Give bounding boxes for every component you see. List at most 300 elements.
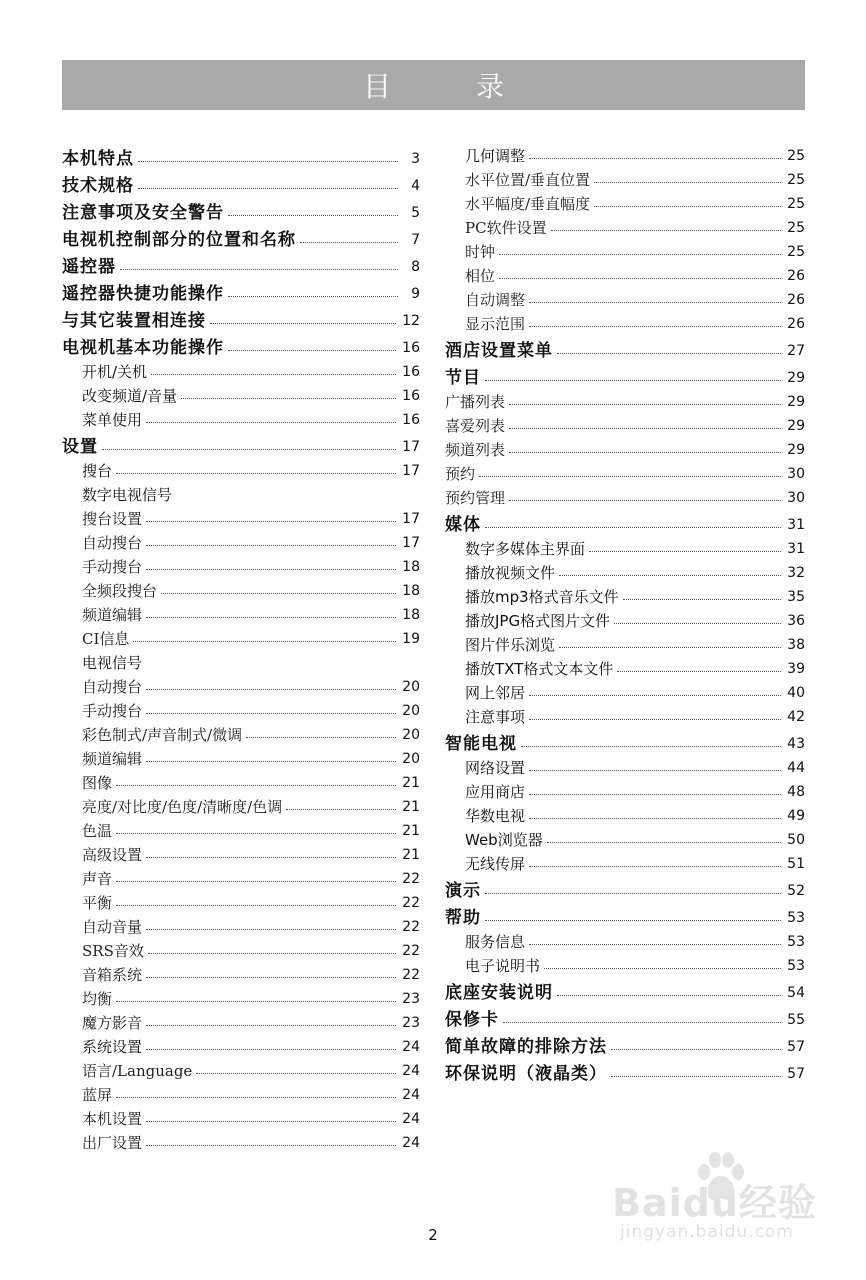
- toc-dot-leader: [557, 995, 781, 996]
- toc-entry-page: 24: [402, 1135, 420, 1151]
- toc-left-column: [62, 141, 420, 1152]
- toc-entry[interactable]: [62, 1056, 420, 1080]
- toc-entry[interactable]: [62, 864, 420, 888]
- toc-entry[interactable]: [445, 900, 805, 927]
- toc-entry-label: 酒店设置菜单: [445, 341, 553, 361]
- toc-entry[interactable]: [445, 333, 805, 360]
- toc-entry-page: 44: [787, 760, 805, 776]
- toc-dot-leader: [300, 242, 398, 243]
- toc-entry-label: 时钟: [465, 243, 496, 261]
- toc-entry-page: 21: [402, 799, 420, 815]
- toc-entry[interactable]: [62, 960, 420, 984]
- toc-entry-page: 40: [787, 685, 805, 701]
- toc-entry[interactable]: [62, 195, 420, 222]
- toc-entry-page: 16: [402, 412, 420, 428]
- toc-entry-page: 18: [402, 559, 420, 575]
- toc-dot-leader: [116, 833, 396, 834]
- toc-entry-page: 20: [402, 679, 420, 695]
- toc-entry[interactable]: [445, 777, 805, 801]
- toc-entry-label: 图像: [82, 774, 113, 792]
- toc-entry[interactable]: [62, 648, 420, 672]
- toc-entry-page: 25: [787, 196, 805, 212]
- toc-entry-label: 数字电视信号: [82, 486, 173, 504]
- toc-entry[interactable]: [62, 744, 420, 768]
- toc-dot-leader: [529, 944, 781, 945]
- toc-entry[interactable]: [445, 606, 805, 630]
- toc-dot-leader: [499, 254, 781, 255]
- toc-entry[interactable]: [62, 405, 420, 429]
- toc-entry-label: 数字多媒体主界面: [465, 540, 586, 558]
- toc-entry-label: 智能电视: [445, 734, 517, 754]
- toc-right-column: [445, 141, 805, 1083]
- toc-entry-label: 电视机基本功能操作: [62, 338, 224, 358]
- toc-entry[interactable]: [62, 357, 420, 381]
- toc-entry-label: 亮度/对比度/色度/清晰度/色调: [82, 798, 283, 816]
- toc-entry-page: 17: [402, 463, 420, 479]
- toc-entry[interactable]: [62, 624, 420, 648]
- watermark-logo: Baidu经验: [612, 1181, 817, 1225]
- toc-entry[interactable]: [445, 411, 805, 435]
- toc-entry[interactable]: [62, 576, 420, 600]
- toc-entry-page: 26: [787, 292, 805, 308]
- toc-entry-page: 20: [402, 751, 420, 767]
- toc-dot-leader: [116, 881, 396, 882]
- toc-entry-page: 26: [787, 268, 805, 284]
- toc-entry-label: 改变频道/音量: [82, 387, 178, 405]
- toc-entry-page: 17: [402, 511, 420, 527]
- toc-dot-leader: [529, 794, 781, 795]
- toc-entry-label: CI信息: [82, 630, 130, 648]
- toc-entry-label: 手动搜台: [82, 702, 143, 720]
- watermark-url: jingyan.baidu.com: [620, 1222, 794, 1242]
- toc-dot-leader: [594, 206, 781, 207]
- toc-entry[interactable]: [62, 168, 420, 195]
- toc-entry-page: 17: [402, 439, 420, 455]
- toc-entry[interactable]: [62, 936, 420, 960]
- toc-dot-leader: [485, 893, 781, 894]
- toc-dot-leader: [529, 695, 781, 696]
- toc-dot-leader: [611, 1049, 781, 1050]
- toc-dot-leader: [181, 398, 396, 399]
- toc-entry-label: 演示: [445, 881, 481, 901]
- toc-dot-leader: [509, 428, 781, 429]
- toc-entry[interactable]: [445, 237, 805, 261]
- toc-entry[interactable]: [62, 1080, 420, 1104]
- toc-dot-leader: [116, 1001, 396, 1002]
- toc-dot-leader: [148, 953, 396, 954]
- toc-entry[interactable]: [445, 309, 805, 333]
- toc-entry[interactable]: [62, 840, 420, 864]
- toc-entry-label: 菜单使用: [82, 411, 143, 429]
- toc-entry-label: 自动音量: [82, 918, 143, 936]
- toc-entry-page: 32: [787, 565, 805, 581]
- toc-entry-page: 19: [402, 631, 420, 647]
- toc-entry-page: 8: [411, 259, 420, 275]
- toc-entry-page: 21: [402, 775, 420, 791]
- toc-entry-label: 自动搜台: [82, 534, 143, 552]
- toc-entry-page: 29: [787, 418, 805, 434]
- toc-entry[interactable]: [62, 528, 420, 552]
- toc-entry-label: 水平位置/垂直位置: [465, 171, 591, 189]
- toc-entry-page: 4: [411, 178, 420, 194]
- toc-entry-label: 水平幅度/垂直幅度: [465, 195, 591, 213]
- toc-dot-leader: [116, 785, 396, 786]
- toc-dot-leader: [116, 905, 396, 906]
- toc-dot-leader: [228, 350, 396, 351]
- toc-entry-page: 55: [787, 1012, 805, 1028]
- toc-entry-page: 22: [402, 967, 420, 983]
- toc-entry-label: 底座安装说明: [445, 983, 553, 1003]
- toc-entry[interactable]: [445, 435, 805, 459]
- toc-entry[interactable]: [62, 792, 420, 816]
- toc-entry-label: 环保说明（液晶类）: [445, 1064, 607, 1084]
- toc-entry[interactable]: [62, 672, 420, 696]
- toc-entry-page: 12: [402, 313, 420, 329]
- toc-dot-leader: [529, 302, 781, 303]
- toc-entry[interactable]: [62, 303, 420, 330]
- toc-entry-label: 无线传屏: [465, 855, 526, 873]
- toc-entry[interactable]: [62, 1104, 420, 1128]
- toc-dot-leader: [146, 1025, 396, 1026]
- toc-entry-label: 保修卡: [445, 1010, 499, 1030]
- toc-entry-page: 53: [787, 958, 805, 974]
- toc-entry-page: 17: [402, 535, 420, 551]
- toc-entry-label: 遥控器快捷功能操作: [62, 284, 224, 304]
- toc-header-bar: [62, 60, 805, 110]
- toc-dot-leader: [559, 575, 781, 576]
- toc-entry-label: 电子说明书: [465, 957, 541, 975]
- toc-entry[interactable]: [445, 927, 805, 951]
- toc-entry-label: 搜台: [82, 462, 113, 480]
- toc-entry-page: 21: [402, 823, 420, 839]
- toc-dot-leader: [557, 353, 781, 354]
- toc-entry-label: 本机特点: [62, 149, 134, 169]
- toc-entry[interactable]: [62, 1032, 420, 1056]
- toc-entry-label: 频道编辑: [82, 606, 143, 624]
- toc-entry-page: 20: [402, 727, 420, 743]
- toc-dot-leader: [161, 593, 396, 594]
- toc-entry-label: 设置: [62, 437, 98, 457]
- toc-entry-label: 图片伴乐浏览: [465, 636, 556, 654]
- toc-entry-label: 手动搜台: [82, 558, 143, 576]
- toc-dot-leader: [286, 809, 396, 810]
- toc-dot-leader: [589, 551, 781, 552]
- toc-dot-leader: [529, 326, 781, 327]
- toc-dot-leader: [551, 230, 782, 231]
- toc-entry[interactable]: [445, 213, 805, 237]
- toc-dot-leader: [196, 1073, 396, 1074]
- toc-entry[interactable]: [445, 873, 805, 900]
- toc-dot-leader: [529, 158, 781, 159]
- toc-entry-label: 色温: [82, 822, 113, 840]
- toc-entry-page: 25: [787, 148, 805, 164]
- toc-entry[interactable]: [445, 558, 805, 582]
- toc-entry-label: 注意事项及安全警告: [62, 203, 224, 223]
- toc-entry[interactable]: [445, 753, 805, 777]
- toc-dot-leader: [102, 449, 396, 450]
- toc-dot-leader: [146, 569, 396, 570]
- toc-entry-page: 25: [787, 220, 805, 236]
- toc-entry-label: 应用商店: [465, 783, 526, 801]
- toc-entry-page: 30: [787, 466, 805, 482]
- toc-entry-label: 媒体: [445, 515, 481, 535]
- toc-dot-leader: [116, 1097, 396, 1098]
- toc-entry[interactable]: [445, 726, 805, 753]
- toc-dot-leader: [146, 761, 396, 762]
- toc-entry[interactable]: [445, 141, 805, 165]
- toc-dot-leader: [133, 641, 396, 642]
- toc-entry-label: 播放mp3格式音乐文件: [465, 588, 619, 606]
- toc-entry-label: 语言/Language: [82, 1062, 193, 1080]
- toc-entry-label: 开机/关机: [82, 363, 148, 381]
- toc-dot-leader: [146, 617, 396, 618]
- toc-entry[interactable]: [62, 456, 420, 480]
- toc-entry[interactable]: [62, 249, 420, 276]
- toc-dot-leader: [146, 521, 396, 522]
- toc-entry[interactable]: [62, 429, 420, 456]
- toc-entry-page: 16: [402, 364, 420, 380]
- toc-entry[interactable]: [445, 165, 805, 189]
- toc-dot-leader: [146, 1121, 396, 1122]
- toc-entry-label: 播放TXT格式文本文件: [465, 660, 614, 678]
- toc-entry[interactable]: [445, 801, 805, 825]
- toc-entry[interactable]: [62, 816, 420, 840]
- toc-entry-label: 音箱系统: [82, 966, 143, 984]
- toc-entry[interactable]: [445, 849, 805, 873]
- toc-entry-page: 25: [787, 172, 805, 188]
- toc-entry-label: 电视信号: [82, 654, 143, 672]
- toc-entry-page: 24: [402, 1039, 420, 1055]
- toc-entry-page: 18: [402, 607, 420, 623]
- toc-entry-page: 29: [787, 442, 805, 458]
- toc-entry[interactable]: [445, 1002, 805, 1029]
- toc-dot-leader: [559, 647, 781, 648]
- toc-dot-leader: [146, 1145, 396, 1146]
- toc-entry-label: 与其它装置相连接: [62, 311, 206, 331]
- toc-entry-page: 39: [787, 661, 805, 677]
- toc-dot-leader: [614, 623, 781, 624]
- toc-entry[interactable]: [62, 381, 420, 405]
- toc-entry[interactable]: [62, 276, 420, 303]
- toc-entry[interactable]: [62, 984, 420, 1008]
- toc-entry-label: 全频段搜台: [82, 582, 158, 600]
- toc-entry-page: 27: [787, 343, 805, 359]
- toc-entry[interactable]: [62, 600, 420, 624]
- toc-entry-page: 16: [402, 340, 420, 356]
- toc-dot-leader: [485, 527, 781, 528]
- toc-dot-leader: [138, 188, 398, 189]
- toc-entry[interactable]: [445, 975, 805, 1002]
- toc-entry-page: 18: [402, 583, 420, 599]
- toc-dot-leader: [120, 269, 398, 270]
- toc-dot-leader: [521, 746, 781, 747]
- toc-entry-page: 42: [787, 709, 805, 725]
- toc-entry-page: 57: [787, 1066, 805, 1082]
- toc-entry-page: 29: [787, 394, 805, 410]
- toc-entry[interactable]: [445, 825, 805, 849]
- toc-entry-page: 31: [787, 541, 805, 557]
- toc-dot-leader: [146, 689, 396, 690]
- toc-entry-label: 几何调整: [465, 147, 526, 165]
- toc-entry-label: 网上邻居: [465, 684, 526, 702]
- toc-entry[interactable]: [62, 720, 420, 744]
- toc-entry[interactable]: [445, 360, 805, 387]
- toc-entry-page: 20: [402, 703, 420, 719]
- toc-entry[interactable]: [445, 285, 805, 309]
- toc-entry[interactable]: [62, 330, 420, 357]
- toc-entry[interactable]: [62, 552, 420, 576]
- toc-entry-page: 22: [402, 919, 420, 935]
- toc-entry-page: 16: [402, 388, 420, 404]
- toc-entry[interactable]: [445, 483, 805, 507]
- toc-entry-label: 技术规格: [62, 176, 134, 196]
- toc-entry-page: 3: [411, 151, 420, 167]
- toc-entry-page: 22: [402, 895, 420, 911]
- toc-entry-page: 38: [787, 637, 805, 653]
- toc-entry-label: 平衡: [82, 894, 113, 912]
- toc-entry-page: 23: [402, 991, 420, 1007]
- toc-entry[interactable]: [62, 141, 420, 168]
- toc-entry-page: 48: [787, 784, 805, 800]
- toc-entry-label: 自动调整: [465, 291, 526, 309]
- toc-entry-label: 魔方影音: [82, 1014, 143, 1032]
- toc-entry-page: 26: [787, 316, 805, 332]
- toc-entry[interactable]: [445, 678, 805, 702]
- toc-entry-page: 53: [787, 934, 805, 950]
- toc-entry[interactable]: [445, 1029, 805, 1056]
- toc-entry[interactable]: [62, 768, 420, 792]
- toc-entry-label: 帮助: [445, 908, 481, 928]
- toc-entry[interactable]: [445, 534, 805, 558]
- toc-entry-page: 35: [787, 589, 805, 605]
- toc-entry-page: 5: [411, 205, 420, 221]
- toc-dot-leader: [544, 968, 781, 969]
- toc-entry[interactable]: [445, 459, 805, 483]
- toc-dot-leader: [116, 473, 396, 474]
- toc-entry[interactable]: [62, 888, 420, 912]
- toc-entry-label: 预约: [445, 465, 476, 483]
- toc-dot-leader: [210, 323, 396, 324]
- toc-entry-label: 预约管理: [445, 489, 506, 507]
- toc-entry[interactable]: [445, 582, 805, 606]
- toc-entry-label: 节目: [445, 368, 481, 388]
- toc-dot-leader: [146, 929, 396, 930]
- toc-entry-page: 50: [787, 832, 805, 848]
- toc-entry-label: 本机设置: [82, 1110, 143, 1128]
- toc-entry[interactable]: [62, 222, 420, 249]
- toc-entry-page: 24: [402, 1063, 420, 1079]
- toc-dot-leader: [485, 920, 781, 921]
- toc-entry[interactable]: [445, 189, 805, 213]
- toc-dot-leader: [499, 278, 781, 279]
- toc-dot-leader: [509, 404, 781, 405]
- toc-dot-leader: [146, 1049, 396, 1050]
- toc-dot-leader: [479, 476, 781, 477]
- toc-dot-leader: [228, 215, 398, 216]
- toc-entry-label: 系统设置: [82, 1038, 143, 1056]
- toc-entry-page: 51: [787, 856, 805, 872]
- toc-entry-label: 网络设置: [465, 759, 526, 777]
- toc-entry-page: 22: [402, 943, 420, 959]
- toc-entry-label: 频道编辑: [82, 750, 143, 768]
- toc-entry[interactable]: [62, 1128, 420, 1152]
- toc-entry-label: 均衡: [82, 990, 113, 1008]
- toc-entry-page: 25: [787, 244, 805, 260]
- toc-entry-label: 出厂设置: [82, 1134, 143, 1152]
- toc-entry[interactable]: [445, 1056, 805, 1083]
- toc-entry[interactable]: [62, 504, 420, 528]
- toc-entry-page: 43: [787, 736, 805, 752]
- toc-entry-label: 电视机控制部分的位置和名称: [62, 230, 296, 250]
- toc-dot-leader: [503, 1022, 781, 1023]
- toc-entry-label: 蓝屏: [82, 1086, 113, 1104]
- toc-entry-page: 24: [402, 1087, 420, 1103]
- toc-entry-page: 22: [402, 871, 420, 887]
- toc-entry[interactable]: [445, 630, 805, 654]
- toc-entry-label: 华数电视: [465, 807, 526, 825]
- toc-entry[interactable]: [62, 912, 420, 936]
- page-title: 目 录: [363, 70, 542, 103]
- toc-entry[interactable]: [62, 1008, 420, 1032]
- toc-entry-label: 相位: [465, 267, 496, 285]
- toc-dot-leader: [146, 977, 396, 978]
- toc-entry-page: 24: [402, 1111, 420, 1127]
- toc-entry-label: 服务信息: [465, 933, 526, 951]
- toc-entry-page: 30: [787, 490, 805, 506]
- toc-entry[interactable]: [62, 696, 420, 720]
- toc-entry-label: 彩色制式/声音制式/微调: [82, 726, 243, 744]
- page-number: 2: [428, 1226, 438, 1244]
- toc-entry-label: 高级设置: [82, 846, 143, 864]
- toc-dot-leader: [146, 545, 396, 546]
- toc-dot-leader: [228, 296, 398, 297]
- toc-entry[interactable]: [445, 951, 805, 975]
- toc-dot-leader: [529, 866, 781, 867]
- toc-dot-leader: [509, 500, 781, 501]
- toc-entry-label: 自动搜台: [82, 678, 143, 696]
- toc-dot-leader: [623, 599, 781, 600]
- toc-entry-label: 搜台设置: [82, 510, 143, 528]
- toc-entry-page: 29: [787, 370, 805, 386]
- toc-dot-leader: [151, 374, 396, 375]
- toc-entry-label: 显示范围: [465, 315, 526, 333]
- toc-dot-leader: [594, 182, 781, 183]
- baidu-watermark: [612, 1150, 822, 1250]
- toc-entry-page: 49: [787, 808, 805, 824]
- toc-entry-label: 喜爱列表: [445, 417, 506, 435]
- toc-dot-leader: [246, 737, 396, 738]
- toc-entry-page: 52: [787, 883, 805, 899]
- toc-entry[interactable]: [445, 387, 805, 411]
- toc-entry[interactable]: [445, 654, 805, 678]
- toc-entry-page: 57: [787, 1039, 805, 1055]
- toc-dot-leader: [146, 713, 396, 714]
- toc-dot-leader: [617, 671, 781, 672]
- toc-entry[interactable]: [445, 261, 805, 285]
- toc-entry-page: 23: [402, 1015, 420, 1031]
- toc-entry[interactable]: [445, 702, 805, 726]
- toc-entry-label: 广播列表: [445, 393, 506, 411]
- toc-entry-label: 频道列表: [445, 441, 506, 459]
- toc-dot-leader: [611, 1076, 781, 1077]
- toc-entry[interactable]: [62, 480, 420, 504]
- toc-entry-label: 播放JPG格式图片文件: [465, 612, 611, 630]
- toc-entry-label: 注意事项: [465, 708, 526, 726]
- toc-entry-label: SRS音效: [82, 942, 144, 960]
- toc-entry[interactable]: [445, 507, 805, 534]
- toc-dot-leader: [146, 857, 396, 858]
- toc-entry-page: 31: [787, 517, 805, 533]
